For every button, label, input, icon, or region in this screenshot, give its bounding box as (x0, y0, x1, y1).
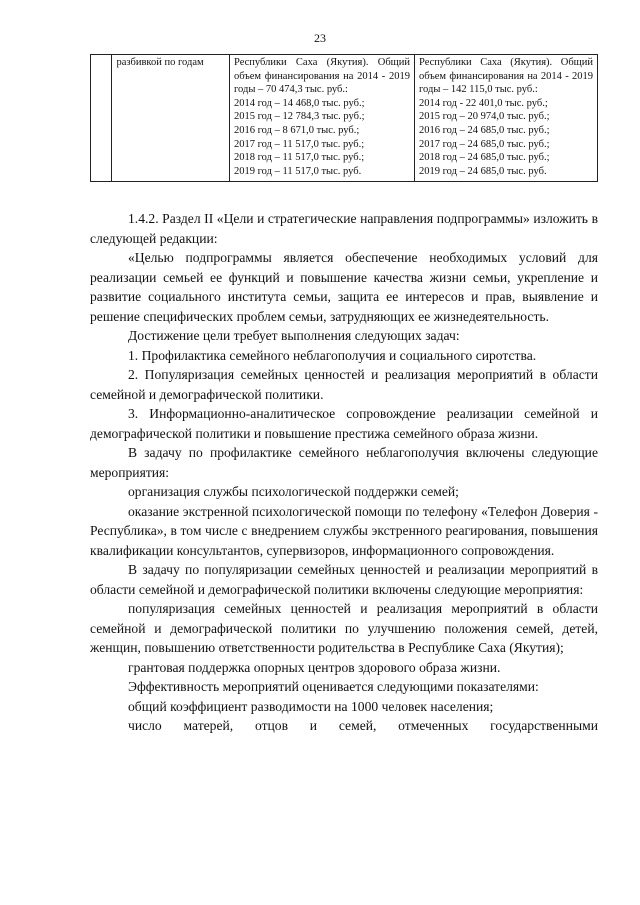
paragraph: 1.4.2. Раздел II «Цели и стратегические направления подпрограммы» изложить в следующей редакции: (90, 211, 598, 246)
table-cell-funding-old (230, 55, 415, 182)
table-cell-label: разбивкой по годам (112, 55, 230, 182)
paragraph: популяризация семейных ценностей и реализация мероприятий в области семейной и демографической политики по улучшению положения семей, детей, женщин, повышению ответственности родительства в Республике Саха (Якутия); (90, 601, 598, 655)
funding-old-intro: Республики Саха (Якутия). Общий объем финансирования на 2014 - 2019 годы – 70 474,3 тыс. руб.: (234, 57, 410, 96)
funding-new-year: 2015 год – 20 974,0 тыс. руб.; (419, 111, 550, 123)
funding-new-year: 2017 год – 24 685,0 тыс. руб.; (419, 138, 550, 150)
funding-new-year: 2014 год - 22 401,0 тыс. руб.; (419, 97, 548, 109)
funding-new-year: 2016 год – 24 685,0 тыс. руб.; (419, 124, 550, 136)
paragraph: 3. Информационно-аналитическое сопровождение реализации семейной и демографической политики и повышение престижа семейного образа жизни. (90, 406, 598, 441)
table-cell-funding-new (415, 55, 598, 182)
paragraph: В задачу по популяризации семейных ценностей и реализации мероприятий в области семейной и демографической политики включены следующие мероприятия: (90, 562, 598, 597)
document-body (90, 209, 598, 736)
paragraph: число матерей, отцов и семей, отмеченных государственными (128, 718, 598, 733)
paragraph: общий коэффициент разводимости на 1000 человек населения; (128, 698, 494, 714)
funding-new-year: 2018 год – 24 685,0 тыс. руб.; (419, 152, 550, 164)
paragraph: В задачу по профилактике семейного неблагополучия включены следующие мероприятия: (90, 445, 598, 480)
funding-old-year: 2015 год – 12 784,3 тыс. руб.; (234, 111, 365, 123)
paragraph: Эффективность мероприятий оценивается следующими показателями: (128, 679, 539, 694)
paragraph: «Целью подпрограммы является обеспечение необходимых условий для реализации семьей ее функций и повышение качества жизни семьи, укрепление и развитие социального института семьи, защита ее интересов и прав, выявление и решение специфических проблем семьи, затрудняющих ее жизнедеятельность. (90, 250, 598, 324)
paragraph: грантовая поддержка опорных центров здорового образа жизни. (128, 659, 501, 675)
funding-old-year: 2017 год – 11 517,0 тыс. руб.; (234, 138, 365, 150)
table-row (91, 55, 598, 182)
paragraph: оказание экстренной психологической помощи по телефону «Телефон Доверия - Республика», в том числе с внедрением службы экстренного реагирования, повышения квалификации консультантов, супервизоров, информационного сопровождения. (90, 503, 598, 558)
paragraph: 2. Популяризация семейных ценностей и реализация мероприятий в области семейной и демографической политики. (90, 367, 598, 402)
table-cell-empty (91, 55, 112, 182)
funding-old-year: 2019 год – 11 517,0 тыс. руб. (234, 165, 362, 177)
funding-old-year: 2016 год – 8 671,0 тыс. руб.; (234, 124, 360, 136)
paragraph: Достижение цели требует выполнения следующих задач: (128, 328, 460, 343)
page-number: 23 (314, 31, 326, 45)
funding-table (90, 54, 598, 182)
funding-new-year: 2019 год – 24 685,0 тыс. руб. (419, 165, 547, 177)
funding-old-year: 2018 год – 11 517,0 тыс. руб.; (234, 152, 365, 164)
funding-new-intro: Республики Саха (Якутия). Общий объем финансирования на 2014 - 2019 годы – 142 115,0 тыс. руб.: (419, 57, 593, 96)
paragraph: организация службы психологической поддержки семей; (128, 484, 459, 499)
funding-old-year: 2014 год – 14 468,0 тыс. руб.; (234, 97, 365, 109)
paragraph: 1. Профилактика семейного неблагополучия и социального сиротства. (128, 347, 537, 363)
